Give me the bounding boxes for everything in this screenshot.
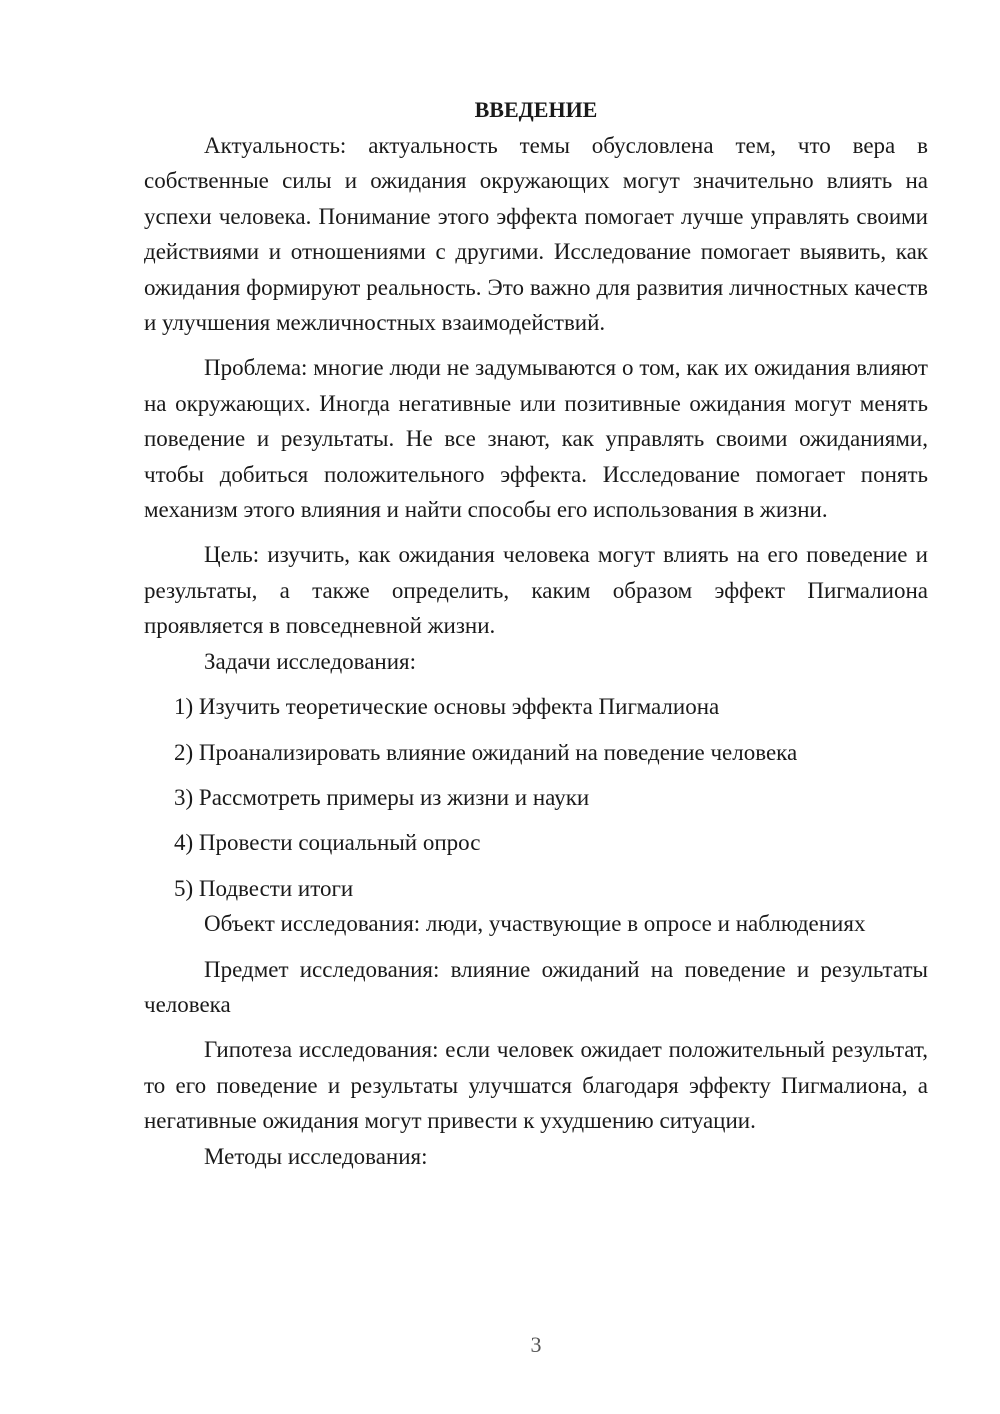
list-item: 4) Провести социальный опрос [174,830,481,856]
subject-paragraph: Предмет исследования: влияние ожиданий на поведение и результаты человека [144,956,928,1017]
page-title: ВВЕДЕНИЕ [474,97,598,122]
hypothesis-paragraph: Гипотеза исследования: если человек ожидает положительный результат, то его поведение и результаты улучшатся благодаря эффекту Пигмалиона, а негативные ожидания могут привести к ухудшению ситуации. [144,1037,928,1134]
list-item: 3) Рассмотреть примеры из жизни и науки [174,784,590,810]
tasks-heading: Задачи исследования: [204,648,417,674]
relevance-paragraph: Актуальность: актуальность темы обусловлена тем, что вера в собственные силы и ожидания окружающих могут значительно влиять на успехи человека. Понимание этого эффекта помогает лучше управлять своими действиями и отношениями с другими. Исследование помогает выявить, как ожидания формируют реальность. Это важно для развития личностных качеств и улучшения межличностных взаимодействий. [144,133,928,336]
list-item: 2) Проанализировать влияние ожиданий на поведение человека [174,739,798,765]
goal-paragraph: Цель: изучить, как ожидания человека могут влиять на его поведение и результаты, а также определить, каким образом эффект Пигмалиона проявляется в повседневной жизни. [144,542,928,639]
methods-heading: Методы исследования: [204,1143,428,1169]
page-number: 3 [530,1332,542,1357]
tasks-list [144,689,928,906]
list-item: 1) Изучить теоретические основы эффекта Пигмалиона [174,694,720,720]
object-paragraph: Объект исследования: люди, участвующие в опросе и наблюдениях [204,911,866,937]
list-item: 5) Подвести итоги [174,875,354,901]
problem-paragraph: Проблема: многие люди не задумываются о том, как их ожидания влияют на окружающих. Иногда негативные или позитивные ожидания могут менять поведение и результаты. Не все знают, как управлять своими ожиданиями, чтобы добиться положительного эффекта. Исследование помогает понять механизм этого влияния и найти способы его использования в жизни. [144,355,928,523]
page-content [144,92,928,1174]
